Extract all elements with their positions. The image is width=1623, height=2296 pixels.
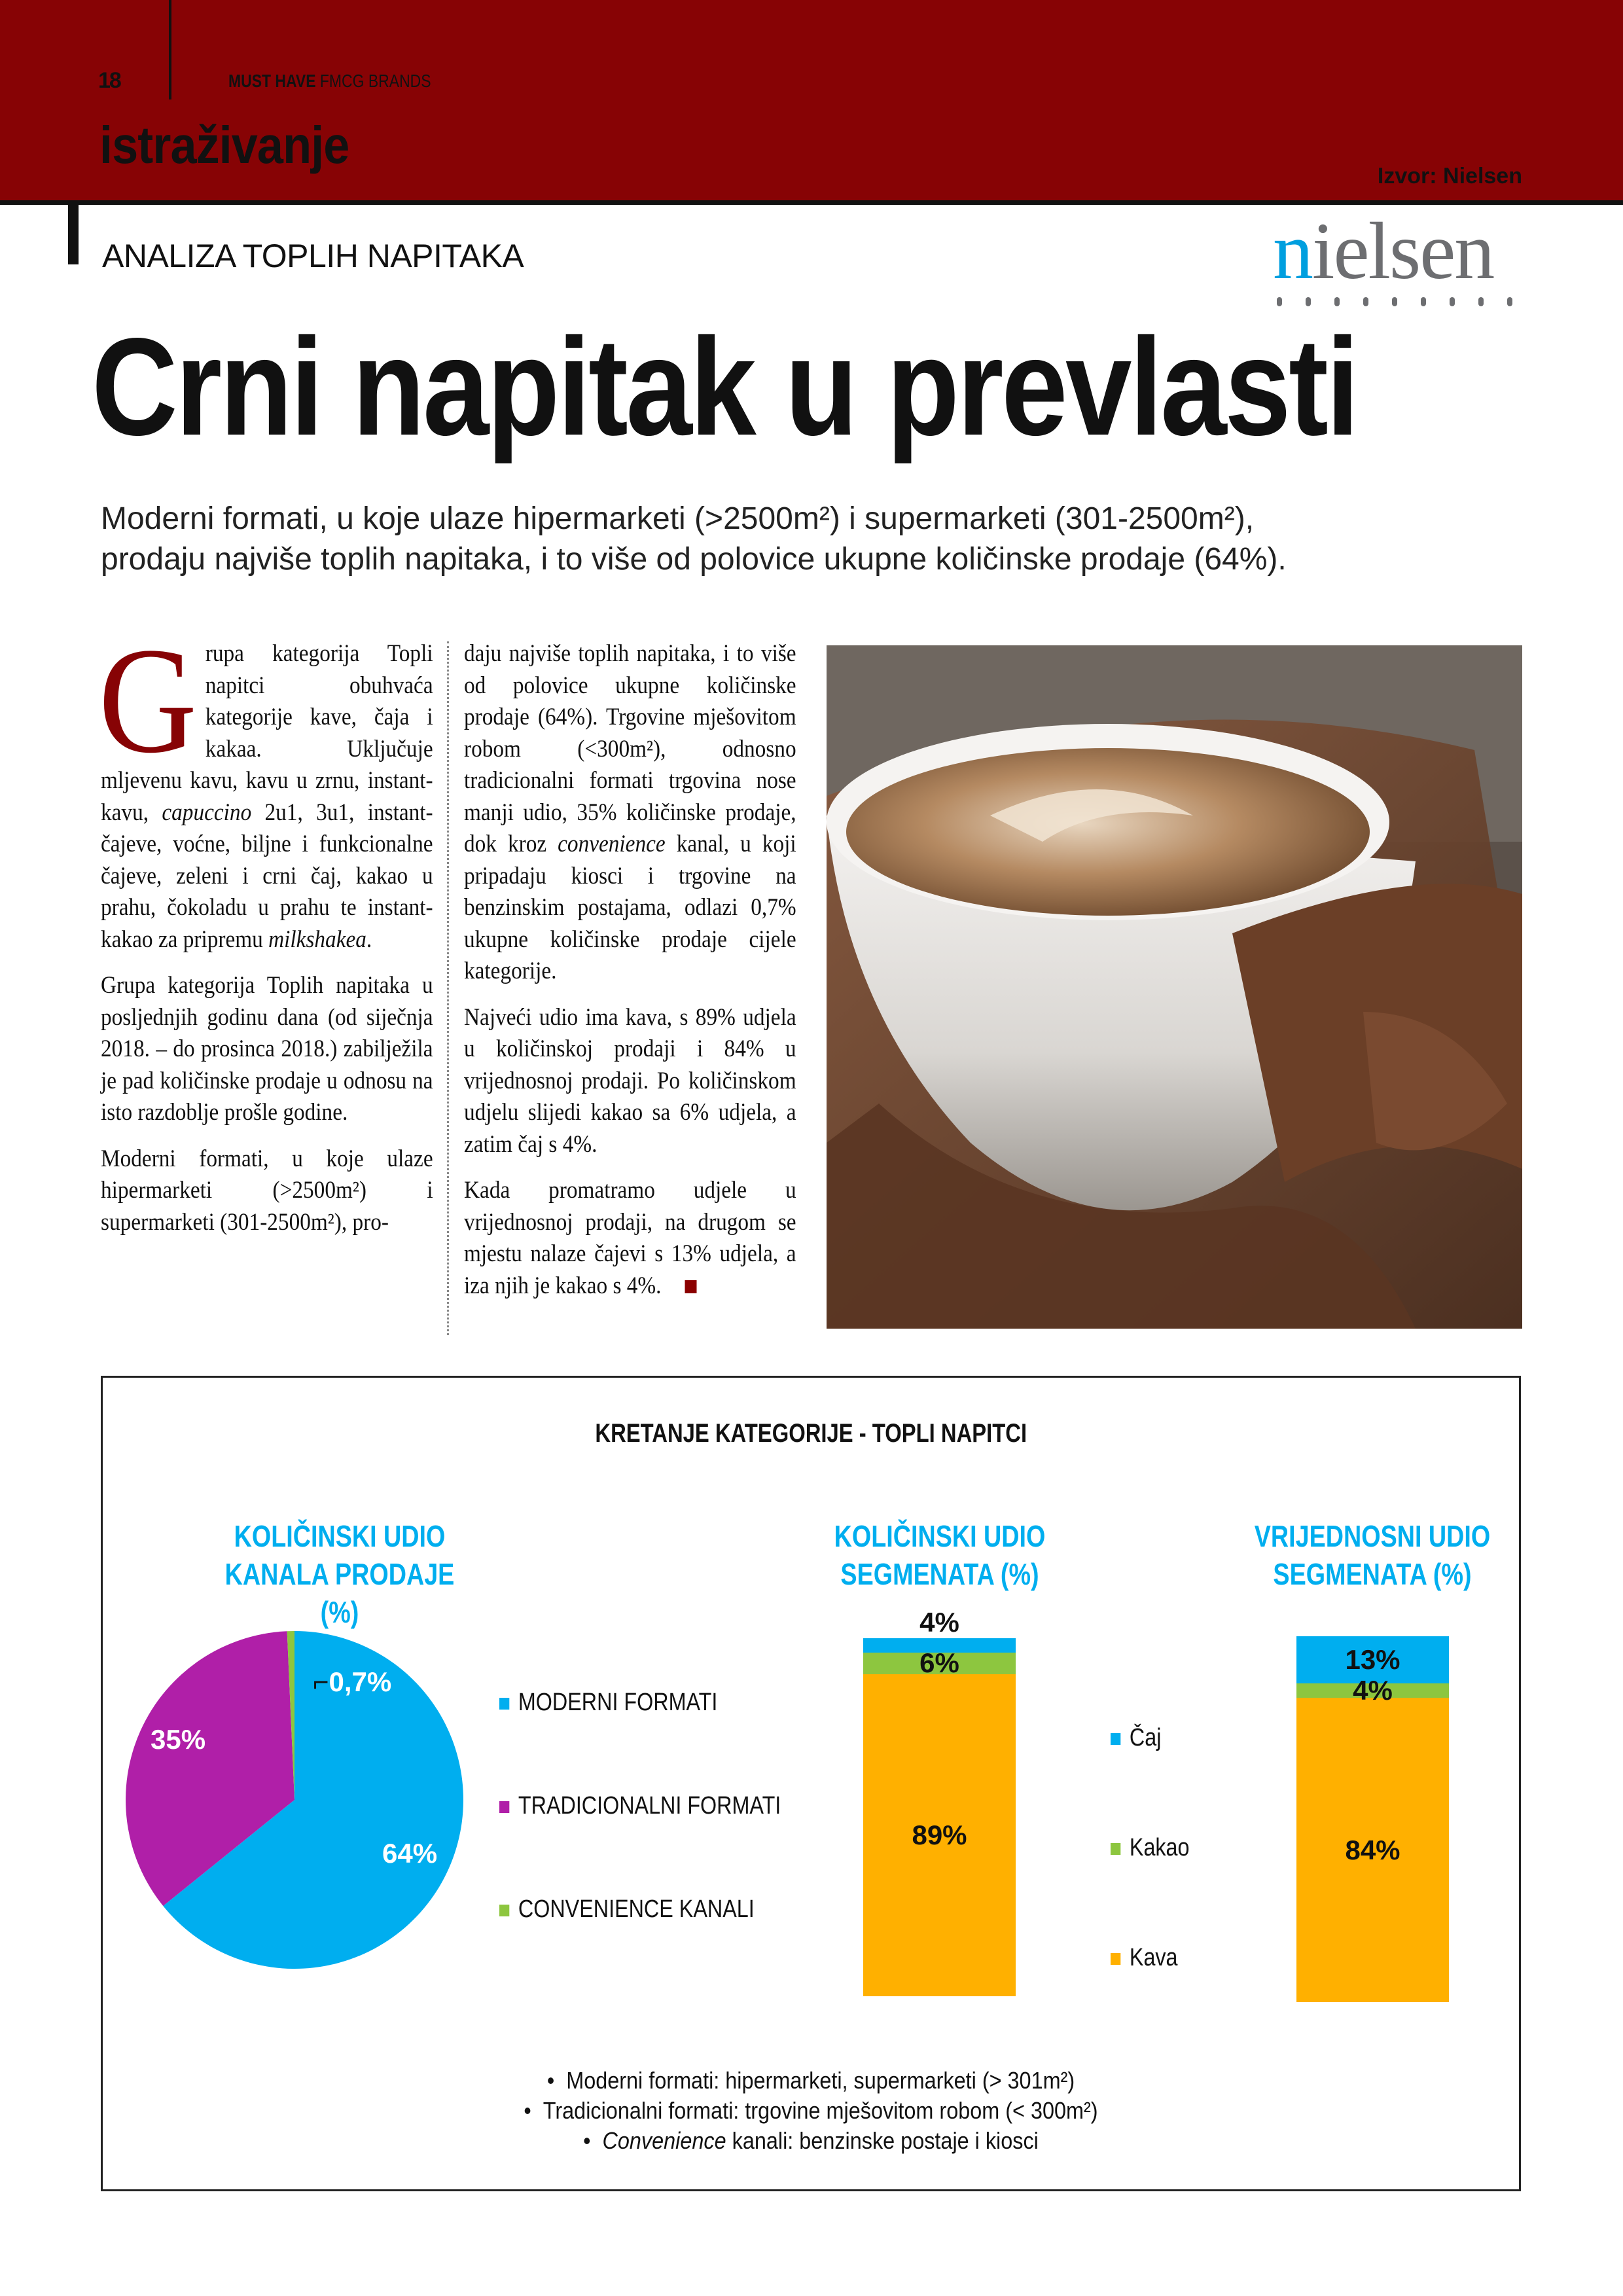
legend-label: Kava [1129, 1944, 1178, 1971]
bullet: • [583, 2127, 591, 2154]
legend-label: MODERNI FORMATI [518, 1689, 718, 1716]
infographic-title: KRETANJE KATEGORIJE - TOPLI NAPITCI [595, 1419, 1027, 1448]
article-title: Crni napitak u prevlasti [92, 309, 1357, 464]
drop-cap: G [98, 617, 198, 785]
bar-label: 84% [1345, 1834, 1400, 1865]
logo-letter: n [1273, 206, 1312, 296]
nielsen-logo [1273, 206, 1525, 302]
legend-swatch [499, 1905, 509, 1916]
footnote-text: Tradicionalni formati: trgovine mješovitom robom (< 300m²) [543, 2097, 1098, 2124]
bullet: • [524, 2097, 531, 2124]
source-label: Izvor: Nielsen [1377, 164, 1522, 188]
footnote-text-italic: Convenience [602, 2127, 726, 2154]
bullet: • [546, 2067, 555, 2094]
bar-label: 89% [912, 1819, 967, 1850]
footnote-text: kanali: benzinske postaje i kiosci [726, 2127, 1039, 2154]
legend-item-caj [1111, 1724, 1161, 1752]
lead-line: prodaju najviše toplih napitaka, i to više od polovice ukupne količinske prodaje (64%). [101, 542, 1287, 577]
text: . [366, 925, 372, 953]
legend-swatch [499, 1801, 509, 1813]
coffee-cup-photo [827, 645, 1522, 1329]
footnote [172, 2067, 1450, 2094]
magazine-name [228, 71, 431, 92]
bar-label: 6% [919, 1647, 959, 1679]
legend-item-kakao [1111, 1834, 1189, 1862]
footnote-text: Moderni formati: hipermarketi, supermarketi (> 301m²) [566, 2067, 1075, 2094]
paragraph: Grupa kategorija Toplih napitaka u posljednjih godinu dana (od siječnja 2018. – do prosinca 2018.) zabilježila je pad količinske prodaje u odnosu na isto razdoblje prošle godine. [101, 972, 433, 1126]
legend-swatch [1111, 1843, 1120, 1855]
bar-title-line: KOLIČINSKI UDIO [834, 1519, 1046, 1553]
pie-chart [118, 1623, 471, 1977]
bar-label: 13% [1345, 1644, 1400, 1676]
pie-label-modern: 64% [382, 1838, 438, 1869]
footnote [172, 2097, 1450, 2125]
legend-label: Čaj [1129, 1724, 1162, 1751]
kicker-bar [68, 200, 79, 264]
paragraph [98, 617, 433, 956]
paragraph [464, 1175, 796, 1302]
bar-label: 4% [1353, 1675, 1393, 1706]
logo-text: ielsen [1312, 206, 1494, 296]
bar-title-line: SEGMENATA (%) [840, 1557, 1039, 1591]
lead-line: Moderni formati, u koje ulaze hipermarketi (>2500m²) i supermarketi (301-2500m²), [101, 501, 1255, 536]
text-italic: capuccino [162, 798, 252, 826]
legend-label: TRADICIONALNI FORMATI [518, 1792, 781, 1820]
text: 2u1, 3u1, instant-čajeve, voćne, biljne i funkcionalne čajeve, zeleni i crni čaj, kakao u prahu, čokoladu u prahu te instant-kakao za pripremu [101, 798, 433, 953]
bar-title-line: SEGMENATA (%) [1273, 1557, 1472, 1591]
legend-swatch [1111, 1733, 1120, 1745]
bar-label: 4% [919, 1606, 959, 1638]
text: Kada promatramo udjele u vrijednosnoj prodaji, na drugom se mjestu nalaze čajevi s 13% udjela, a iza njih je kakao s 4%. [464, 1177, 796, 1299]
bar-title-value [1238, 1517, 1507, 1593]
bar-title-volume [806, 1517, 1074, 1593]
legend-item-traditional [499, 1792, 781, 1820]
body-column-1 [98, 617, 433, 1253]
paragraph [464, 638, 796, 988]
body-column-2 [464, 638, 796, 1316]
legend-label: CONVENIENCE KANALI [518, 1895, 755, 1923]
pie-label-traditional: 35% [151, 1724, 206, 1755]
lead-paragraph [101, 499, 1541, 580]
text-italic: convenience [558, 831, 666, 857]
legend-item-convenience [499, 1895, 755, 1924]
legend-item-kava [1111, 1944, 1178, 1972]
magazine-name-bold: MUST HAVE [228, 71, 316, 91]
footnote [172, 2127, 1450, 2155]
header-divider [169, 0, 171, 99]
text: kanal, u koji pripadaju kiosci i trgovine na benzinskim postajama, odlazi 0,7% ukupne količinske prodaje cijele kategorije. [464, 831, 796, 984]
legend-swatch [499, 1698, 509, 1710]
legend-label: Kakao [1129, 1834, 1190, 1861]
legend-item-modern [499, 1689, 717, 1717]
paragraph: Najveći udio ima kava, s 89% udjela u količinskoj prodaji i 84% u vrijednosnoj prodaji. Po količinskom udjelu slijedi kakao sa 6% udjela, a zatim čaj s 4%. [464, 1003, 796, 1158]
section-title: istraživanje [99, 116, 349, 174]
pie-title [205, 1517, 474, 1631]
pie-label-convenience-text: 0,7% [329, 1666, 392, 1697]
text-italic: milkshakea [268, 925, 366, 953]
magazine-name-rest: FMCG BRANDS [315, 71, 431, 91]
paragraph: Moderni formati, u koje ulaze hipermarketi (>2500m²) i supermarketi (301-2500m²), pro- [101, 1145, 433, 1236]
end-mark [685, 1280, 696, 1293]
bar-title-line: VRIJEDNOSNI UDIO [1254, 1519, 1491, 1553]
kicker: ANALIZA TOPLIH NAPITAKA [102, 238, 524, 274]
pie-title-line: KOLIČINSKI UDIO [234, 1519, 446, 1553]
infographic-title-wrap [101, 1419, 1521, 1448]
text: rupa kategorija Topli napitci obuhvaća kategorije kave, čaja i kakaa. Uključuje mljevenu kavu, kavu u zrnu, instant-kavu, [101, 640, 433, 826]
text: daju najviše toplih napitaka, i to više od polovice ukupne količinske prodaje (64%). Trgovine mješovitom robom (<300m²), odnosno tradicionalni formati trgovina nose manji udio, 35% količinske prodaje, dok kroz [464, 640, 796, 857]
column-divider [447, 641, 449, 1335]
logo-dots [1273, 297, 1512, 306]
legend-swatch [1111, 1953, 1120, 1965]
pie-label-convenience: ⌐0,7% [313, 1666, 392, 1697]
pie-title-line: KANALA PRODAJE (%) [224, 1557, 455, 1629]
page-number: 18 [98, 68, 120, 93]
